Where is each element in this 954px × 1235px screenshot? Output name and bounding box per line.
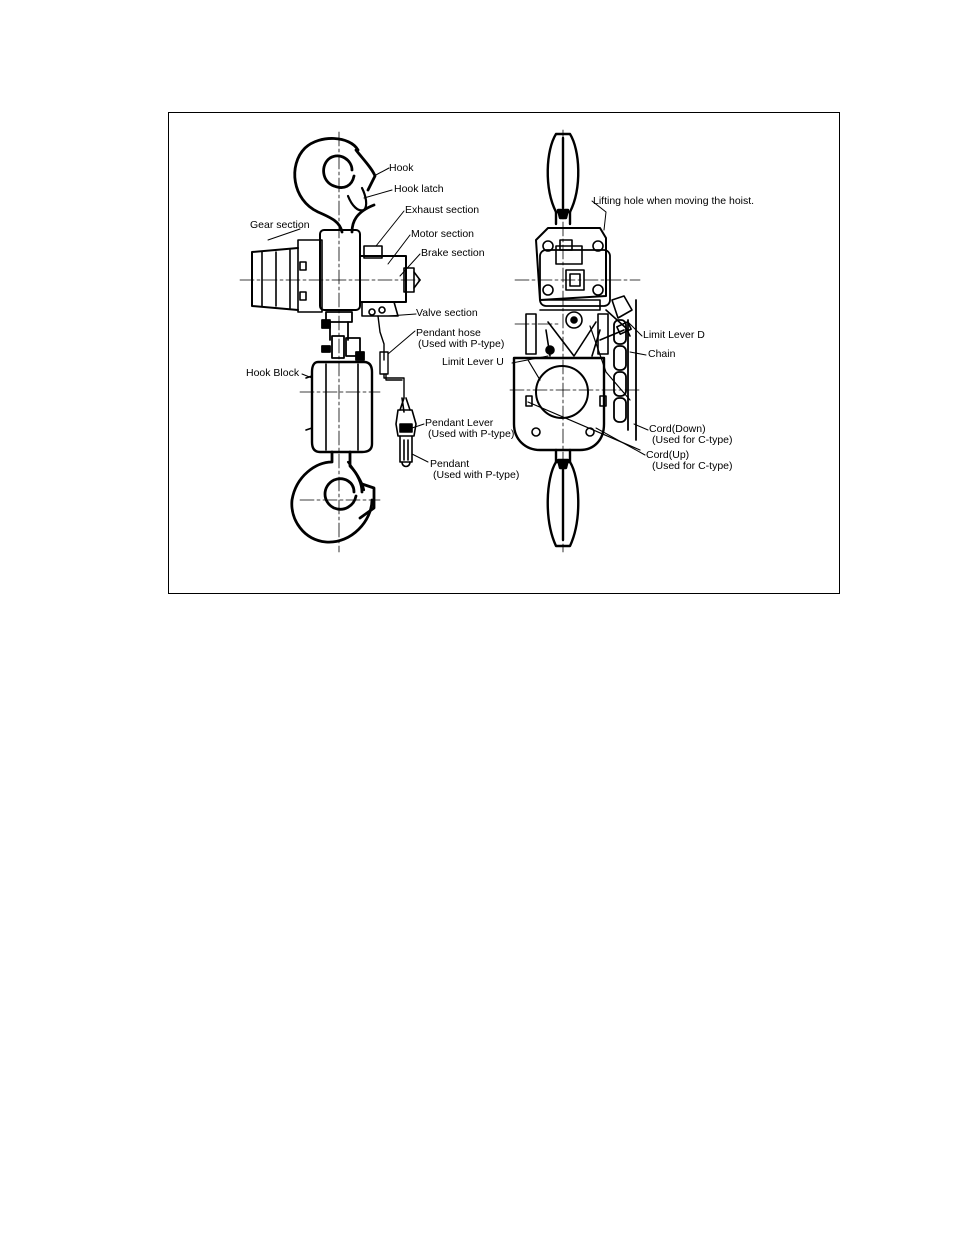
chain-front [614,300,636,440]
top-hook [295,138,375,232]
cord-down-label [649,424,733,446]
hook-block-front [514,358,606,450]
cord-up-label-line2: (Used for C-type) [652,460,733,472]
pendant-hose [378,316,404,398]
limit-lever-d-label: Limit Lever D [643,329,705,341]
pendant-label-line1: Pendant [430,458,470,470]
cord-down-label-line1: Cord(Down) [649,423,706,435]
pendant-label-line2: (Used with P-type) [433,469,520,481]
front-view [510,130,640,552]
bottom-hook [292,452,374,542]
brake-section-label: Brake section [421,247,485,259]
hook-block-label: Hook Block [246,367,300,379]
lifting-hole-label: Lifting hole when moving the hoist. [593,195,755,207]
hook-label: Hook [389,162,414,174]
top-hook-front [548,134,579,224]
bottom-hook-latch [348,462,364,490]
pendant-lever-label-line2: (Used with P-type) [428,428,515,440]
hook-latch [348,188,366,210]
cord-up-label-line1: Cord(Up) [646,449,690,461]
pendant-hose-label-line2: (Used with P-type) [418,338,505,350]
pendant-label [430,459,519,481]
side-view [240,132,420,552]
gear-section-label: Gear section [250,219,310,231]
body-front [536,228,610,310]
chain-label: Chain [648,348,676,360]
cord-down-label-line2: (Used for C-type) [652,434,733,446]
pendant-unit [396,398,416,467]
cord-up-label [646,450,733,472]
cords [528,326,640,450]
exhaust-section-label: Exhaust section [405,204,480,216]
pendant-hose-label-line1: Pendant hose [416,327,481,339]
main-body [252,230,420,316]
bottom-hook-front [548,450,579,546]
hook-latch-label: Hook latch [394,183,444,195]
chain-link-upper [322,312,364,360]
limit-lever-u-label: Limit Lever U [442,356,504,368]
pendant-lever-label-line1: Pendant Lever [425,417,494,429]
valve-section-label: Valve section [416,307,478,319]
pendant-hose-label [416,328,504,350]
pendant-lever-label [425,418,514,440]
motor-section-label: Motor section [411,228,475,240]
